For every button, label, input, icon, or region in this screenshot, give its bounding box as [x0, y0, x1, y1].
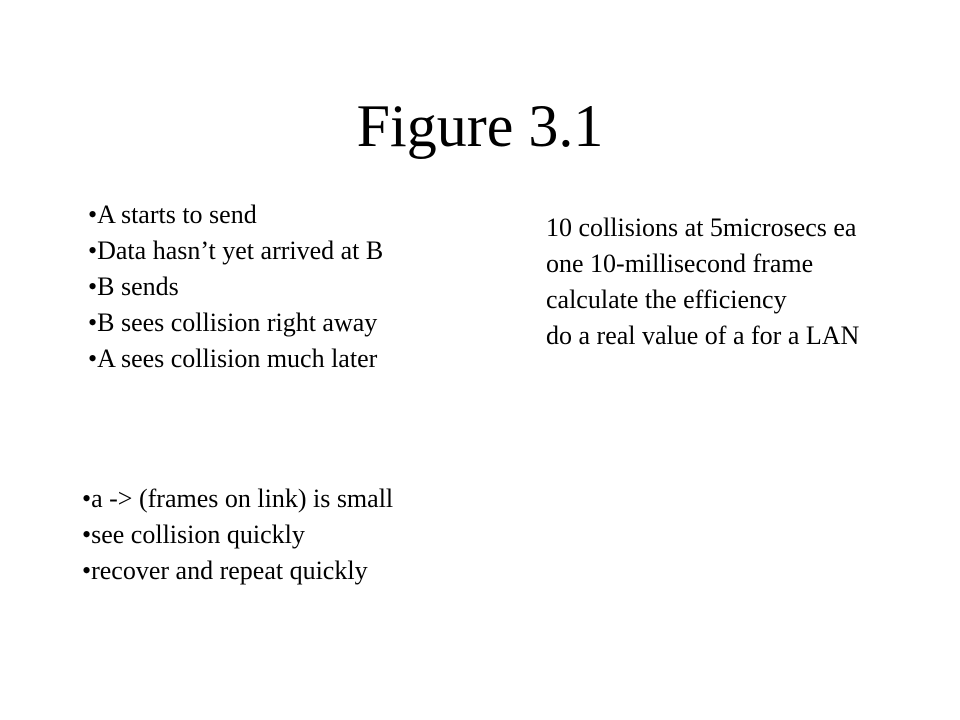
note-line: one 10-millisecond frame — [546, 249, 814, 278]
note-line: calculate the efficiency — [546, 285, 787, 314]
slide-title: Figure 3.1 — [356, 93, 604, 159]
list-item: • B sees collision right away — [88, 305, 383, 341]
list-item: • B sends — [88, 269, 383, 305]
collision-steps-list — [88, 197, 383, 377]
note-line: 10 collisions at 5microsecs ea — [546, 213, 857, 242]
list-item: • A starts to send — [88, 197, 383, 233]
list-item: • recover and repeat quickly — [82, 553, 393, 589]
list-item: • see collision quickly — [82, 517, 393, 553]
note-line: do a real value of a for a LAN — [546, 321, 860, 350]
list-item: • Data hasn’t yet arrived at B — [88, 233, 383, 269]
exercise-notes — [546, 210, 859, 354]
small-a-list — [82, 481, 393, 589]
list-item: • a -> (frames on link) is small — [82, 481, 393, 517]
list-item: • A sees collision much later — [88, 341, 383, 377]
